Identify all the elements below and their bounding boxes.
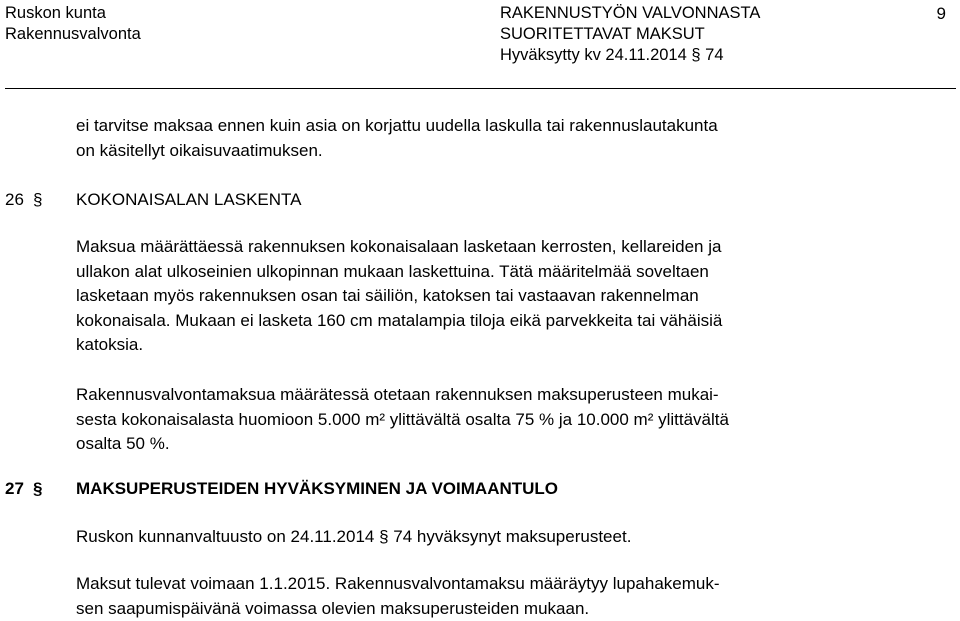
section-27-approval [76,525,946,550]
paragraph-line: kokonaisala. Mukaan ei lasketa 160 cm matalampia tiloja eikä parvekkeita tai vähäisiä [76,310,723,330]
section-symbol-icon: § [691,46,701,64]
paragraph-line: Maksut tulevat voimaan 1.1.2015. Rakennusvalvontamaksu määräytyy lupahakemuk- [76,574,720,593]
approval-date-text: Hyväksytty kv 24.11.2014 [500,46,687,64]
paragraph-line: ullakon alat ulkoseinien ulkopinnan mukaan laskettuina. Tätä määritelmää soveltaen [76,261,709,281]
section-27-paragraph-2 [76,572,946,621]
paragraph-line [76,525,946,550]
section-26-paragraph-2 [76,383,946,457]
header-divider [5,88,956,89]
approval-number: 74 [705,46,724,64]
municipality-name: Ruskon kunta [5,4,106,22]
document-title-line1: RAKENNUSTYÖN VALVONNASTA [500,4,761,22]
header-document-title [500,3,760,66]
document-title-line2: SUORITETTAVAT MAKSUT [500,25,705,43]
paragraph-line: lasketaan myös rakennuksen osan tai säiliön, katoksen tai vastaavan rakennelman [76,286,699,305]
section-number: 27 [5,479,24,498]
section-26-paragraph-1 [76,235,946,358]
paragraph-line: katoksia. [76,335,144,354]
department-name: Rakennusvalvonta [5,25,141,43]
section-symbol-icon: § [33,190,43,209]
section-symbol-icon: § [33,479,43,498]
intro-paragraph [76,114,946,163]
paragraph-line: sesta kokonaisalasta huomioon 5.000 m² ylittävältä osalta 75 % ja 10.000 m² ylittävältä [76,409,729,429]
approval-text-suffix: 74 hyväksynyt maksuperusteet. [393,527,632,546]
section-symbol-icon: § [379,527,389,546]
paragraph-line: osalta 50 %. [76,434,170,453]
paragraph-line: on käsitellyt oikaisuvaatimuksen. [76,140,323,160]
paragraph-line: ei tarvitse maksaa ennen kuin asia on korjattu uudella laskulla tai rakennuslautakunta [76,116,718,135]
section-number: 26 [5,190,24,209]
section-title: KOKONAISALAN LASKENTA [76,190,302,209]
approval-line [500,45,760,66]
paragraph-line: sen saapumispäivänä voimassa olevien maksuperusteiden mukaan. [76,598,590,618]
section-title: MAKSUPERUSTEIDEN HYVÄKSYMINEN JA VOIMAANTULO [76,479,559,498]
paragraph-line: Rakennusvalvontamaksua määrätessä otetaan rakennuksen maksuperusteen mukai- [76,385,719,404]
approval-text-prefix: Ruskon kunnanvaltuusto on 24.11.2014 [76,527,375,546]
paragraph-line: Maksua määrättäessä rakennuksen kokonaisalaan lasketaan kerrosten, kellareiden ja [76,237,722,256]
header-organization [5,3,141,45]
page-number: 9 [936,4,946,23]
